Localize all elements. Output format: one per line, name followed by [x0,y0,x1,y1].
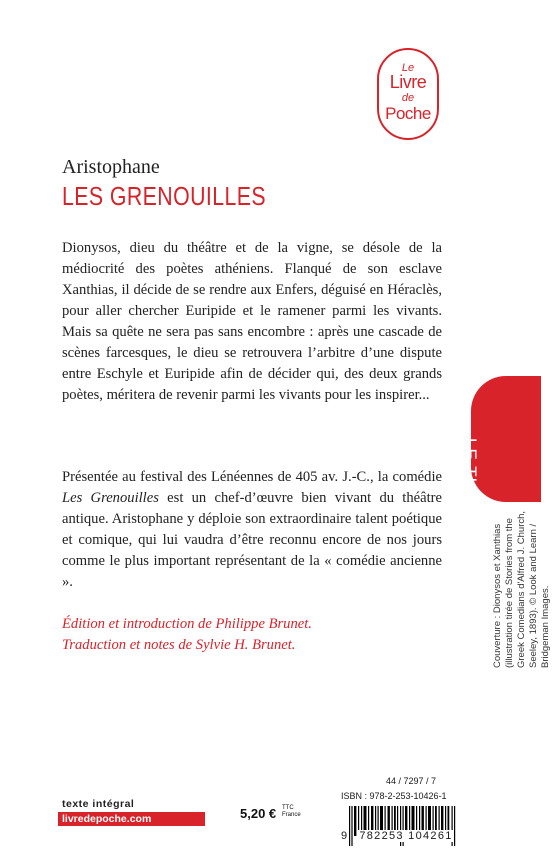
summary-paragraph-1: Dionysos, dieu du théâtre et de la vigne, se désole de la médiocrité des poètes athéniens. Flanqué de son esclave Xanthias, il décide de se rendre aux Enfers, déguisé en Héraclès, pour aller chercher Euripide et le ramener parmi les vivants. Mais sa quête ne sera pas sans encombre : après une cascade de scènes farcesques, le dieu se retrouvera l’arbitre d’une dispute entre Eschyle et Euripide afin de décider qui, des deux grands poètes, méritera de revenir parmi les vivants pour les inspirer... [62,240,442,403]
publisher-logo [377,48,439,140]
price-note-france: France [282,812,301,818]
edition-credit: Édition et introduction de Philippe Brunet. [62,616,312,632]
catalog-code: 44 / 7297 / 7 [386,776,437,786]
collection-name: LE THÉÂTRE [461,438,480,553]
isbn: ISBN : 978-2-253-10426-1 [341,791,447,801]
logo-word-livre: Livre [389,72,427,92]
book-author: Aristophane [62,156,160,178]
collection-subtitle: de Poche [461,556,476,608]
edition-credits [62,614,442,656]
logo-word-le: Le [401,62,415,74]
book-title: LES GRENOUILLES [62,181,267,211]
logo-word-poche: Poche [385,104,431,123]
barcode-digits: 782253 104261 [359,830,453,842]
price-note [282,805,301,819]
cover-credit: Couverture : Dionysos et Xanthias (illustration tirée de Stories from the Greek Comedians d'Alfred J. Church, Seeley, 1893). © Look and Learn / Bridgeman Images. [492,510,551,668]
website-link[interactable]: livredepoche.com [58,812,205,826]
barcode-first-digit: 9 [341,830,348,842]
price-note-ttc: TTC [282,805,294,811]
texte-integral-label: texte intégral [62,798,135,810]
logo-word-de: de [401,92,415,104]
price: 5,20 € [240,806,277,821]
summary-paragraph-2-start: Présentée au festival des Lénéennes de 405 av. J.-C., la comédie [62,469,442,485]
summary-paragraph-2-title: Les Grenouilles [62,490,159,506]
translation-credit: Traduction et notes de Sylvie H. Brunet. [62,637,296,653]
collection-badge [471,376,541,502]
summary-paragraph-2-end: est un chef-d’œuvre bien vivant du théâtre antique. Aristophane y déploie son extraordinaire talent poétique et comique, qui lui vaudra d’être reconnu encore de nos jours comme le plus important représentant de la « comédie ancienne ». [62,490,442,590]
summary-paragraph-2 [62,467,442,593]
collection-badge-text [460,438,480,608]
